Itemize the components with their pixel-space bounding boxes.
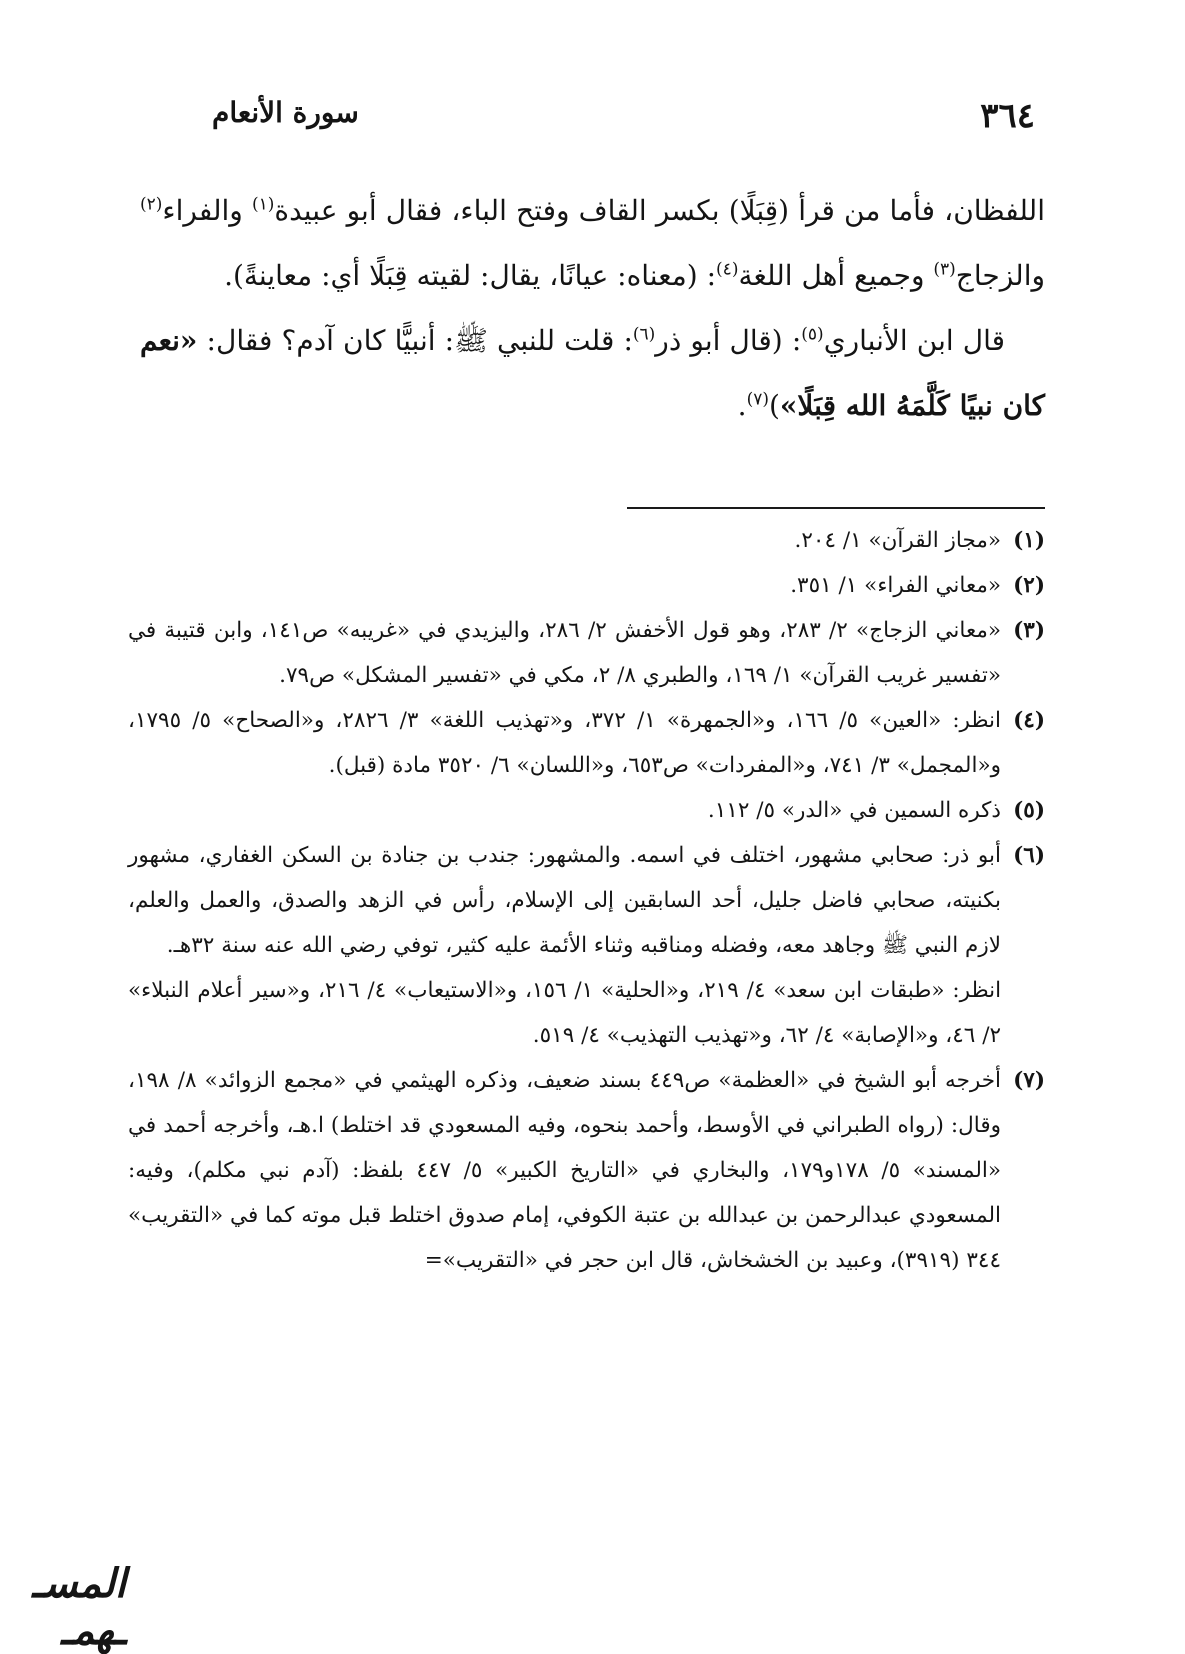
text-run: والزجاج bbox=[955, 259, 1045, 292]
footnote-text: «مجاز القرآن» ١/ ٢٠٤. bbox=[794, 528, 1001, 553]
footnote-text: «معاني الزجاج» ٢/ ٢٨٣، وهو قول الأخفش ٢/ ٢٨٦، واليزيدي في «غريبه» ص١٤١، وابن قتيبة في «تفسير غريب القرآن» ١/ ١٦٩، والطبري ٨/ ٢، مكي في «تفسير المشكل» ص٧٩. bbox=[128, 618, 1002, 688]
footnote-text bbox=[128, 833, 1001, 1058]
surah-title: سورة الأنعام bbox=[212, 96, 359, 129]
footnote-number: (٣) bbox=[1013, 618, 1045, 643]
text-run: . bbox=[737, 389, 747, 422]
footnote-ref: (١) bbox=[252, 194, 275, 215]
footnote-3 bbox=[128, 608, 1045, 698]
main-paragraph-1 bbox=[140, 178, 1045, 308]
footnote-ref: (٤) bbox=[716, 259, 739, 280]
footnote-ref: (٥) bbox=[801, 324, 824, 345]
main-text bbox=[140, 178, 1045, 438]
footnote-text: انظر: «العين» ٥/ ١٦٦، و«الجمهرة» ١/ ٣٧٢، و«تهذيب اللغة» ٣/ ٢٨٢٦، و«الصحاح» ٥/ ١٧٩٥، و«المجمل» ٣/ ٧٤١، و«المفردات» ص٦٥٣، و«اللسان» ٦/ ٣٥٢٠ مادة (قبل). bbox=[128, 708, 1002, 778]
footnote-7 bbox=[128, 1058, 1045, 1283]
text-run: : (معناه: عيانًا، يقال: لقيته قِبَلًا أي: معاينةً). bbox=[224, 259, 717, 292]
footnote-ref: (٢) bbox=[140, 194, 163, 215]
text-run: والفراء bbox=[162, 194, 252, 227]
library-stamp-logo bbox=[6, 1558, 126, 1654]
footnotes bbox=[128, 518, 1045, 1283]
footnote-4 bbox=[128, 698, 1045, 788]
text-run: : قلت للنبي ﷺ: أنبيًّا كان آدم؟ فقال: bbox=[197, 324, 633, 357]
hadith-quote: «نعم كان نبيًا كَلَّمَهُ الله قِبَلًا» bbox=[140, 324, 1045, 422]
footnote-separator bbox=[627, 507, 1045, 509]
text-run: اللفظان، فأما من قرأ (قِبَلًا) بكسر القاف وفتح الباء، فقال أبو عبيدة bbox=[274, 194, 1045, 227]
footnote-ref: (٦) bbox=[632, 324, 656, 345]
page-header bbox=[212, 92, 1035, 142]
footnote-text: «معاني الفراء» ١/ ٣٥١. bbox=[790, 573, 1001, 598]
text-run: وجميع أهل اللغة bbox=[738, 259, 934, 292]
text-run: ) bbox=[768, 389, 780, 422]
footnote-number: (١) bbox=[1013, 528, 1045, 553]
footnote-6 bbox=[128, 833, 1045, 1058]
page-number: ٣٦٤ bbox=[980, 96, 1035, 136]
footnote-2 bbox=[128, 563, 1045, 608]
footnote-ref: (٧) bbox=[746, 389, 769, 410]
main-paragraph-2 bbox=[140, 308, 1045, 438]
footnote-number: (٤) bbox=[1013, 708, 1045, 733]
footnote-number: (٧) bbox=[1013, 1068, 1045, 1093]
footnote-number: (٥) bbox=[1013, 798, 1045, 823]
footnote-5 bbox=[128, 788, 1045, 833]
text-run: قال ابن الأنباري bbox=[823, 324, 1005, 357]
footnote-number: (٦) bbox=[1013, 843, 1045, 868]
footnote-paragraph: انظر: «طبقات ابن سعد» ٤/ ٢١٩، و«الحلية» ١/ ١٥٦، و«الاستيعاب» ٤/ ٢١٦، و«سير أعلام النبلاء» ٢/ ٤٦، و«الإصابة» ٤/ ٦٢، و«تهذيب التهذيب» ٤/ ٥١٩. bbox=[128, 978, 1002, 1048]
footnote-1 bbox=[128, 518, 1045, 563]
footnote-paragraph: أبو ذر: صحابي مشهور، اختلف في اسمه. والمشهور: جندب بن جنادة بن السكن الغفاري، مشهور بكنيته، صحابي فاضل جليل، أحد السابقين إلى الإسلام، رأس في الزهد والصدق، والعمل والعلم، لازم النبي ﷺ وجاهد معه، وفضله ومناقبه وثناء الأئمة عليه كثير، توفي رضي الله عنه سنة ٣٢هـ. bbox=[128, 843, 1001, 958]
footnote-ref: (٣) bbox=[933, 259, 956, 280]
footnote-text: أخرجه أبو الشيخ في «العظمة» ص٤٤٩ بسند ضعيف، وذكره الهيثمي في «مجمع الزوائد» ٨/ ١٩٨، وقال: (رواه الطبراني في الأوسط، وأحمد بنحوه، وفيه المسعودي قد اختلط) ا.هـ، وأخرجه أحمد في «المسند» ٥/ ١٧٨و١٧٩، والبخاري في «التاريخ الكبير» ٥/ ٤٤٧ بلفظ: (آدم نبي مكلم)، وفيه: المسعودي عبدالرحمن بن عبدالله بن عتبة الكوفي، إمام صدوق اختلط قبل موته كما في «التقريب» ٣٤٤ (٣٩١٩)، وعبيد بن الخشخاش، قال ابن حجر في «التقريب»= bbox=[128, 1068, 1001, 1273]
footnote-number: (٢) bbox=[1013, 573, 1045, 598]
footnote-text: ذكره السمين في «الدر» ٥/ ١١٢. bbox=[707, 798, 1001, 823]
stamp-text: المسـ ـهمـ bbox=[32, 1560, 126, 1654]
text-run: : (قال أبو ذر bbox=[655, 324, 802, 357]
